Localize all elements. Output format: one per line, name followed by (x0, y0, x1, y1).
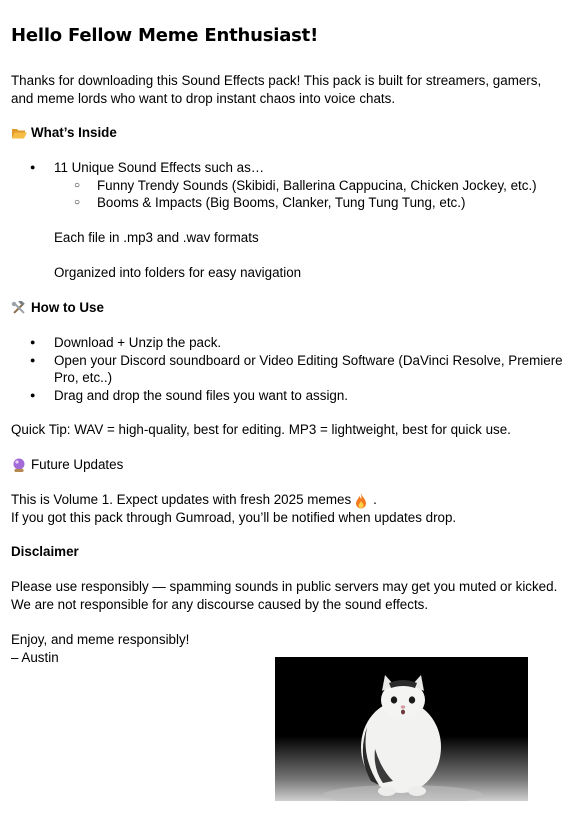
list-item: ○ Booms & Impacts (Big Booms, Clanker, Tung Tung Tung, etc.) (11, 194, 567, 212)
whats-inside-list (11, 159, 567, 212)
page-title: Hello Fellow Meme Enthusiast! (11, 25, 319, 46)
list-item: ● Download + Unzip the pack. (11, 334, 567, 352)
disclaimer-line-2: We are not responsible for any discourse caused by the sound effects. (11, 596, 429, 612)
signoff (11, 631, 189, 666)
cat-photo (275, 657, 528, 801)
signoff-line-2: – Austin (11, 649, 59, 665)
how-to-use-heading (11, 299, 104, 317)
future-line-2: If you got this pack through Gumroad, you’ll be notified when updates drop. (11, 509, 457, 525)
quick-tip: Quick Tip: WAV = high-quality, best for editing. MP3 = lightweight, best for quick use. (11, 422, 511, 437)
crystal-ball-icon (11, 458, 27, 472)
whats-inside-label: What’s Inside (31, 125, 117, 140)
future-updates-label: Future Updates (31, 457, 124, 472)
formats-text: Each file in .mp3 and .wav formats (54, 230, 259, 245)
list-item: ● Drag and drop the sound files you want to assign. (11, 387, 567, 405)
whats-inside-heading (11, 124, 117, 142)
future-line-1: This is Volume 1. Expect updates with fresh 2025 memes (11, 492, 352, 507)
open-folder-icon (11, 126, 27, 140)
signoff-line-1: Enjoy, and meme responsibly! (11, 632, 190, 647)
intro-paragraph: Thanks for downloading this Sound Effects pack! This pack is built for streamers, gamers, and meme lords who want to drop instant chaos into voice chats. (11, 73, 542, 106)
list-item: ○ Funny Trendy Sounds (Skibidi, Ballerina Cappucina, Chicken Jockey, etc.) (11, 177, 567, 195)
list-item: ● 11 Unique Sound Effects such as… (11, 159, 567, 177)
future-updates-heading (11, 456, 123, 474)
fire-icon (354, 493, 370, 507)
list-item: ● Open your Discord soundboard or Video Editing Software (DaVinci Resolve, Premiere Pro, etc..) (11, 352, 567, 387)
future-text (11, 491, 456, 526)
future-line-1-end: . (373, 492, 377, 507)
folders-text: Organized into folders for easy navigation (54, 265, 302, 280)
how-to-use-label: How to Use (31, 300, 104, 315)
disclaimer-text (11, 578, 567, 613)
how-to-use-list (11, 334, 567, 404)
disclaimer-heading: Disclaimer (11, 544, 79, 559)
hammer-wrench-icon (11, 301, 27, 315)
disclaimer-line-1: Please use responsibly — spamming sounds in public servers may get you muted or kicked. (11, 579, 558, 594)
